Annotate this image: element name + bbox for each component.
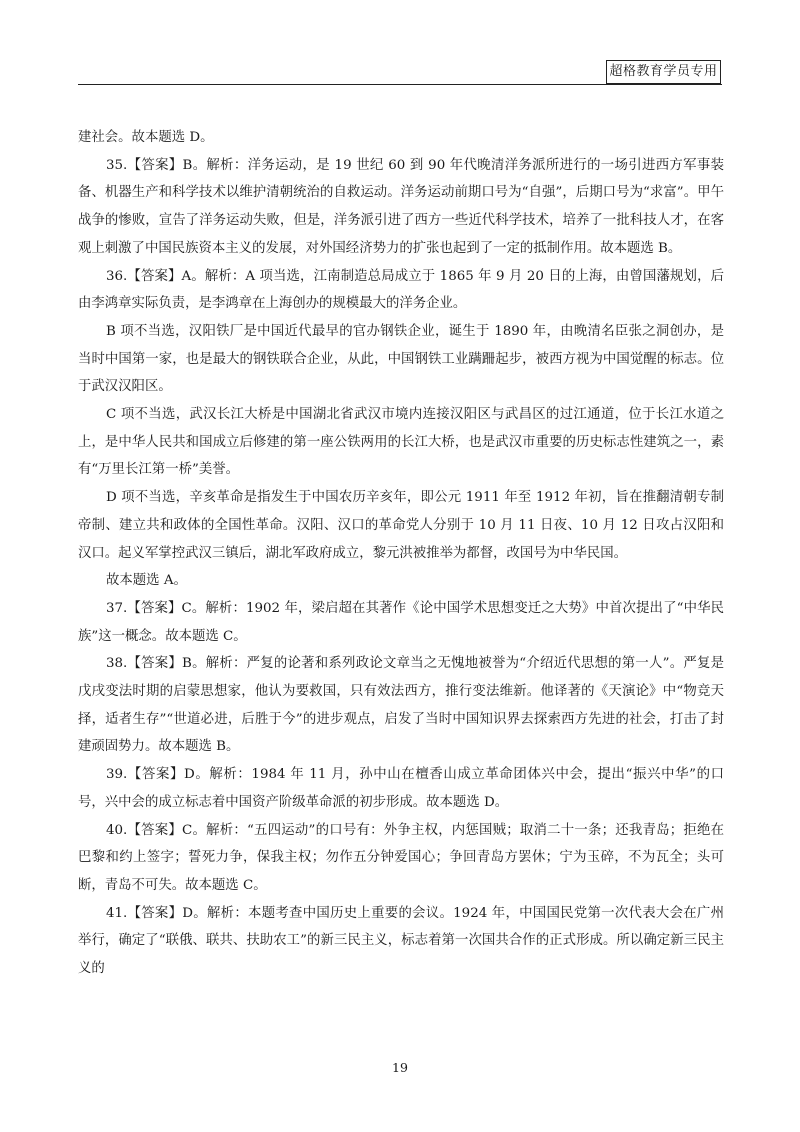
header-badge: 超格教育学员专用	[606, 60, 721, 84]
answer-36-option-b: B 项不当选，汉阳铁厂是中国近代最早的官办钢铁企业，诞生于 1890 年，由晚清名臣张之洞创办，是当时中国第一家，也是最大的钢铁联合企业，从此，中国钢铁工业蹒跚起步，被西方视为中国觉醒的标志。位于武汉汉阳区。	[78, 323, 724, 395]
answer-38: 38.【答案】B。解析：严复的论著和系列政论文章当之无愧地被誉为“介绍近代思想的第一人”。严复是戊戌变法时期的启蒙思想家，他认为要救国，只有效法西方，推行变法维新。他译著的《天演论》中“物竞天择，适者生存”“世道必进，后胜于今”的进步观点，启发了当时中国知识界去探索西方先进的社会，打击了封建顽固势力。故本题选 B。	[78, 656, 724, 755]
answer-39: 39.【答案】D。解析：1984 年 11 月，孙中山在檀香山成立革命团体兴中会，提出“振兴中华”的口号，兴中会的成立标志着中国资产阶级革命派的初步形成。故本题选 D。	[78, 767, 724, 810]
answer-36-conclusion: 故本题选 A。	[106, 573, 187, 589]
answer-41: 41.【答案】D。解析：本题考查中国历史上重要的会议。1924 年，中国国民党第一次代表大会在广州举行，确定了“联俄、联共、扶助农工”的新三民主义，标志着第一次国共合作的正式形成。所以确定新三民主义的	[78, 905, 724, 977]
answer-35: 35.【答案】B。解析：洋务运动，是 19 世纪 60 到 90 年代晚清洋务派所进行的一场引进西方军事装备、机器生产和科学技术以维护清朝统治的自救运动。洋务运动前期口号为“自强”，后期口号为“求富”。甲午战争的惨败，宣告了洋务运动失败，但是，洋务派引进了西方一些近代科学技术，培养了一批科技人才，在客观上刺激了中国民族资本主义的发展，对外国经济势力的扩张也起到了一定的抵制作用。故本题选 B。	[78, 157, 724, 256]
answer-36: 36.【答案】A。解析：A 项当选，江南制造总局成立于 1865 年 9 月 20 日的上海，由曾国藩规划，后由李鸿章实际负责，是李鸿章在上海创办的规模最大的洋务企业。	[78, 268, 724, 312]
answer-37: 37.【答案】C。解析：1902 年，梁启超在其著作《论中国学术思想变迁之大势》中首次提出了“中华民族”这一概念。故本题选 C。	[78, 600, 724, 644]
answer-36-option-c: C 项不当选，武汉长江大桥是中国湖北省武汉市境内连接汉阳区与武昌区的过江通道，位于长江水道之上，是中华人民共和国成立后修建的第一座公铁两用的长江大桥，也是武汉市重要的历史标志性建筑之一，素有“万里长江第一桥”美誉。	[78, 407, 724, 478]
header-divider	[78, 84, 722, 85]
answer-40: 40.【答案】C。解析：“五四运动”的口号有：外争主权，内惩国贼；取消二十一条；还我青岛；拒绝在巴黎和约上签字；誓死力争，保我主权；勿作五分钟爱国心；争回青岛方罢休；宁为玉碎，不为瓦全；头可断，青岛不可失。故本题选 C。	[78, 822, 724, 893]
answer-explanations	[78, 124, 724, 983]
paragraph-continuation: 建社会。故本题选 D。	[78, 130, 214, 145]
answer-36-option-d: D 项不当选，辛亥革命是指发生于中国农历辛亥年，即公元 1911 年至 1912 年初，旨在推翻清朝专制帝制、建立共和政体的全国性革命。汉阳、汉口的革命党人分别于 10 月 11 日夜、10 月 12 日攻占汉阳和汉口。起义军掌控武汉三镇后，湖北军政府成立，黎元洪被推举为都督，改国号为中华民国。	[78, 490, 724, 561]
page-number: 19	[392, 1060, 408, 1075]
